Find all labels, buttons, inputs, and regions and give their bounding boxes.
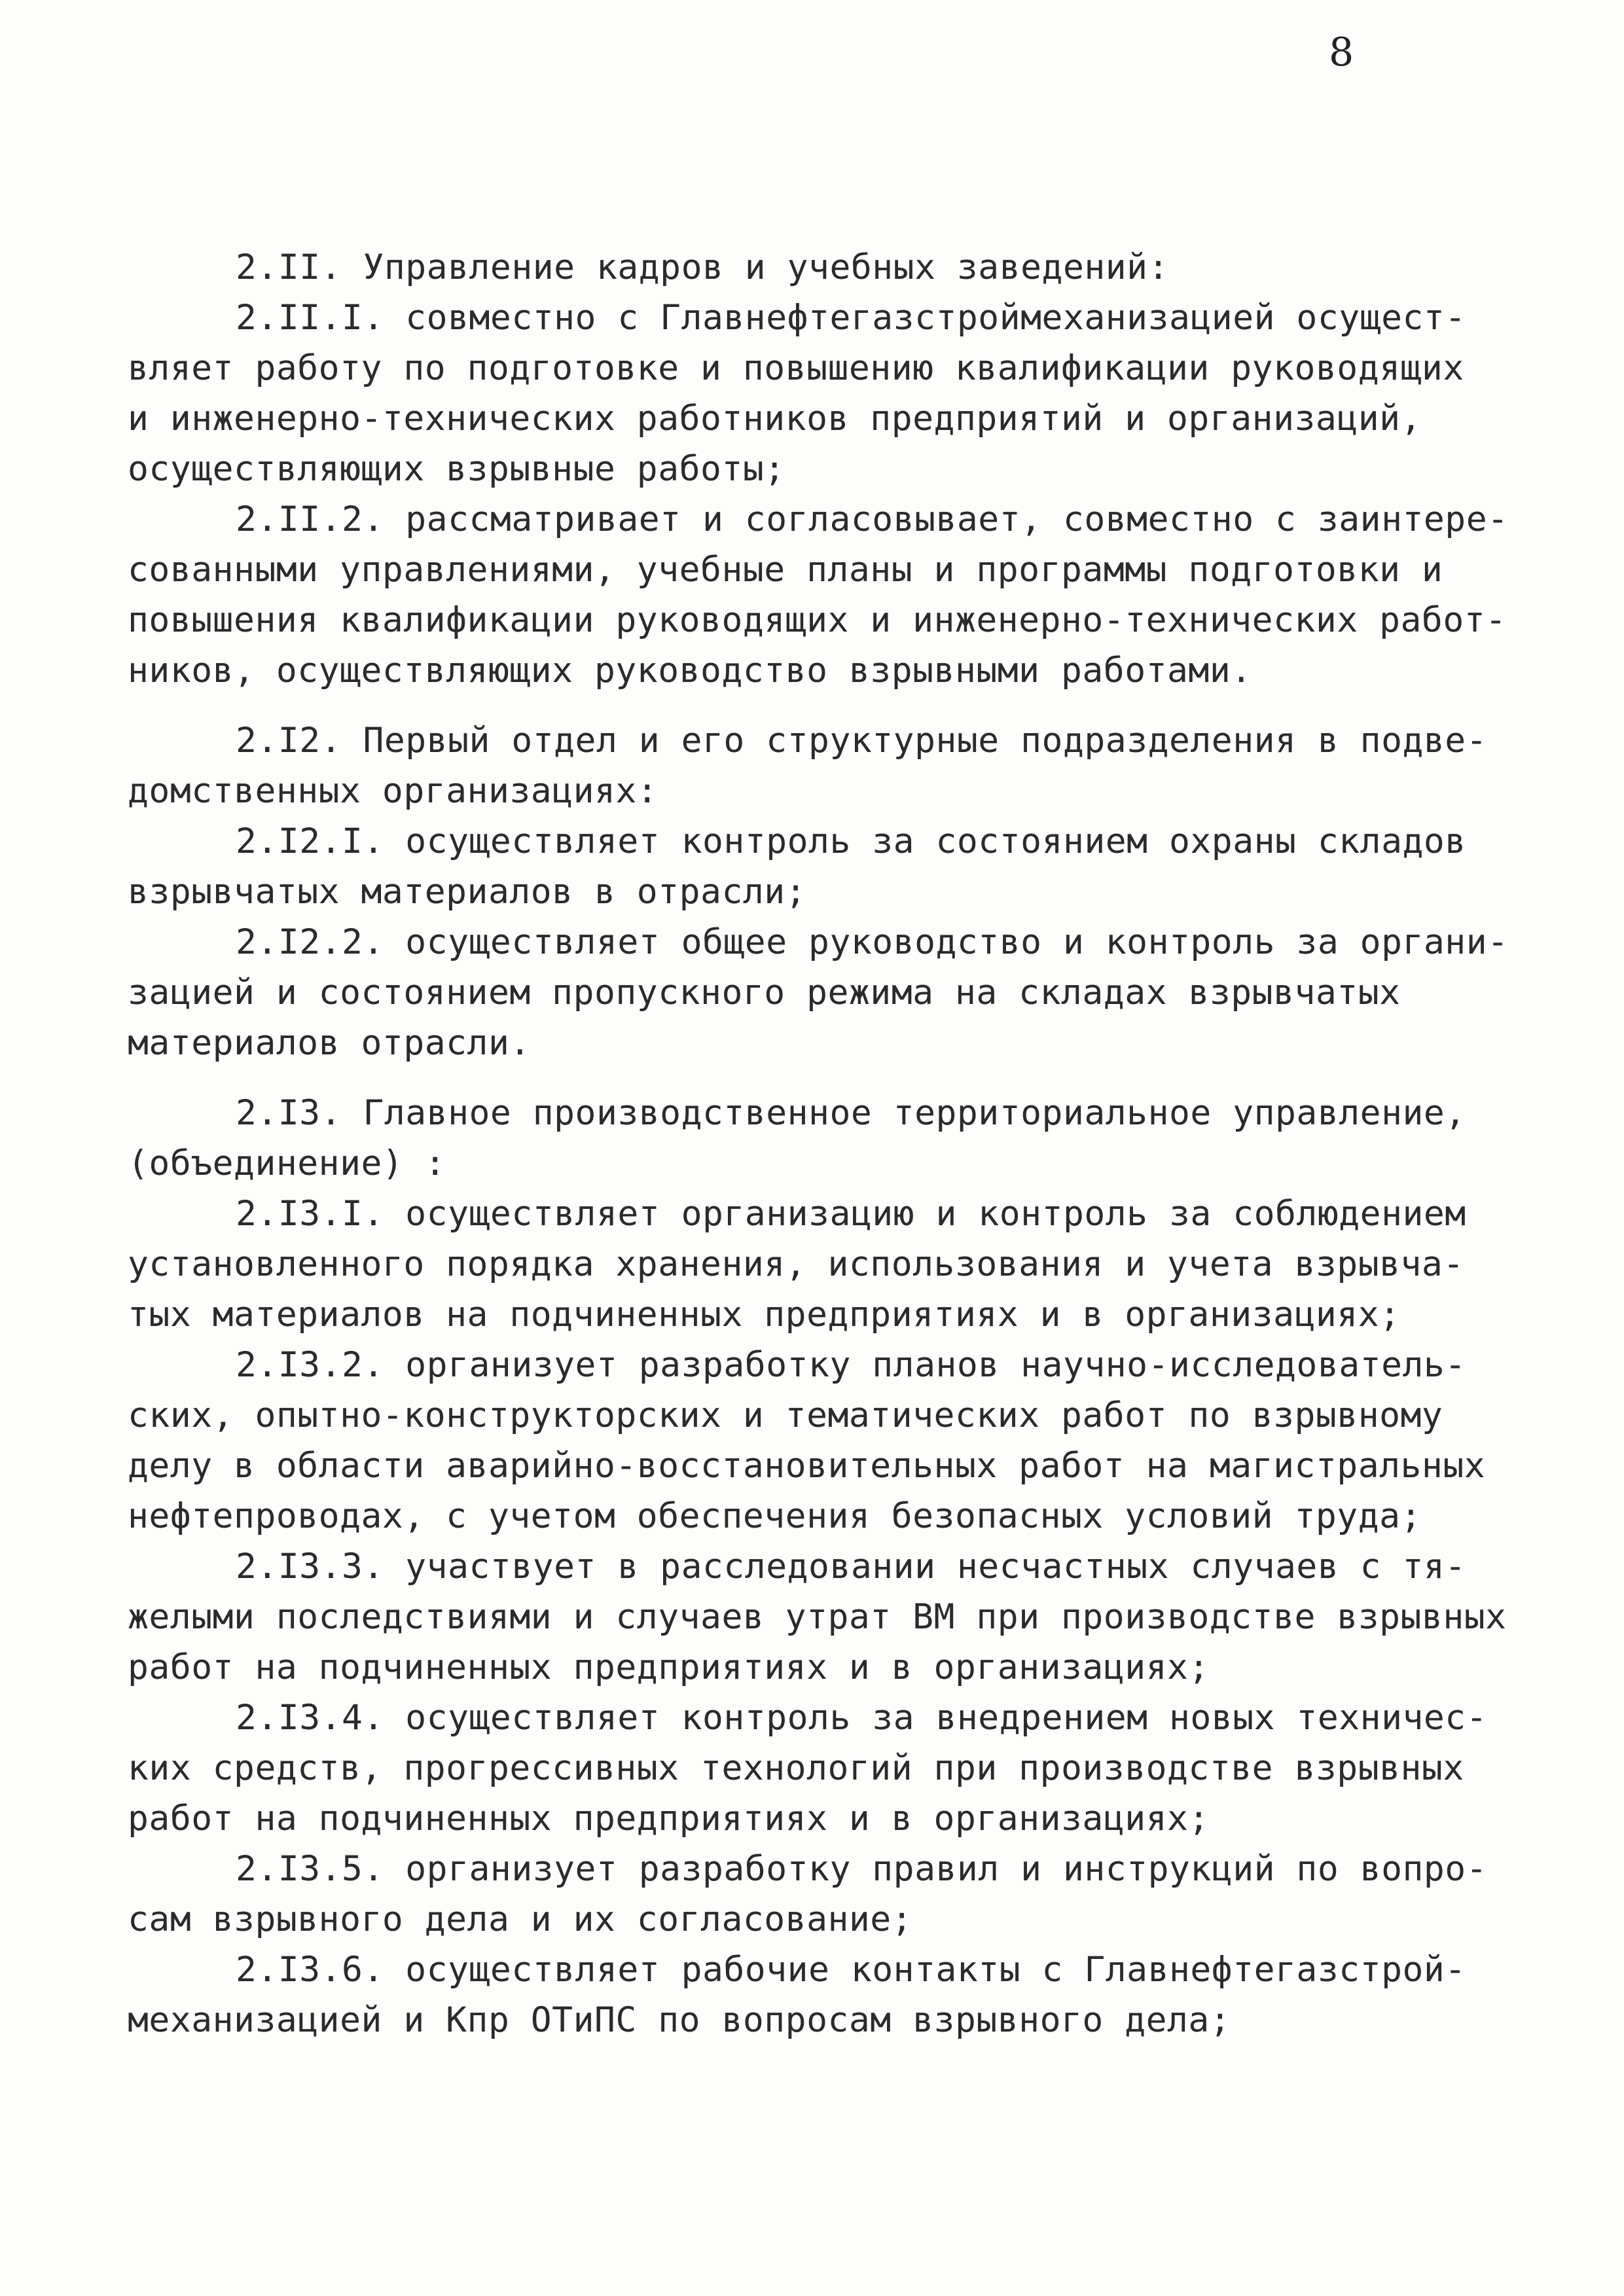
text-line: желыми последствиями и случаев утрат ВМ при производстве взрывных: [128, 1597, 1507, 1637]
text-line: сам взрывного дела и их согласование;: [128, 1899, 913, 1939]
text-line: 2.I3.2. организует разработку планов научно-исследователь-: [236, 1345, 1466, 1385]
text-line: 2.I3.4. осуществляет контроль за внедрением новых техничес-: [236, 1698, 1488, 1738]
text-line: сованными управлениями, учебные планы и программы подготовки и: [128, 550, 1443, 590]
text-line: 2.II. Управление кадров и учебных заведений:: [236, 247, 1169, 287]
text-line: 2.I2.2. осуществляет общее руководство и контроль за органи-: [236, 922, 1509, 962]
text-line: установленного порядка хранения, использования и учета взрывча-: [128, 1244, 1464, 1284]
text-line: делу в области аварийно-восстановительных работ на магистральных: [128, 1446, 1486, 1486]
text-line: работ на подчиненных предприятиях и в организациях;: [128, 1799, 1210, 1839]
text-line: нефтепроводах, с учетом обеспечения безопасных условий труда;: [128, 1496, 1422, 1536]
text-line: материалов отрасли.: [128, 1023, 531, 1063]
page-number: 8: [1329, 29, 1354, 75]
text-line: ких средств, прогрессивных технологий при производстве взрывных: [128, 1748, 1464, 1788]
paragraph-gap: [128, 696, 1535, 715]
text-line: (объединение) :: [128, 1143, 446, 1183]
text-line: и инженерно-технических работников предприятий и организаций,: [128, 399, 1422, 439]
document-body: [128, 242, 1535, 2045]
text-line: 2.I3.5. организует разработку правил и инструкций по вопро-: [236, 1849, 1488, 1889]
text-line: 2.II.2. рассматривает и согласовывает, совместно с заинтере-: [236, 499, 1509, 539]
text-line: механизацией и Кпр ОТиПС по вопросам взрывного дела;: [128, 2000, 1231, 2040]
text-line: 2.II.I. совместно с Главнефтегазстроймеханизацией осущест-: [236, 298, 1466, 338]
text-line: ников, осуществляющих руководство взрывными работами.: [128, 651, 1252, 691]
text-line: 2.I3. Главное производственное территориальное управление,: [236, 1093, 1466, 1133]
text-line: вляет работу по подготовке и повышению квалификации руководящих: [128, 348, 1464, 388]
paragraph-gap: [128, 1068, 1535, 1088]
text-line: работ на подчиненных предприятиях и в организациях;: [128, 1647, 1210, 1687]
text-line: 2.I2. Первый отдел и его структурные подразделения в подве-: [236, 721, 1488, 761]
text-line: ских, опытно-конструкторских и тематических работ по взрывному: [128, 1395, 1443, 1435]
text-line: домственных организациях:: [128, 771, 659, 811]
text-line: взрывчатых материалов в отрасли;: [128, 872, 807, 912]
text-line: 2.I3.6. осуществляет рабочие контакты с Главнефтегазстрой-: [236, 1950, 1466, 1990]
text-line: зацией и состоянием пропускного режима на складах взрывчатых: [128, 973, 1401, 1013]
text-line: осуществляющих взрывные работы;: [128, 449, 785, 489]
text-line: тых материалов на подчиненных предприятиях и в организациях;: [128, 1295, 1401, 1335]
text-line: 2.I2.I. осуществляет контроль за состоянием охраны складов: [236, 821, 1466, 861]
text-line: повышения квалификации руководящих и инженерно-технических работ-: [128, 600, 1507, 640]
text-line: 2.I3.3. участвует в расследовании несчастных случаев с тя-: [236, 1547, 1466, 1587]
text-line: 2.I3.I. осуществляет организацию и контроль за соблюдением: [236, 1194, 1466, 1234]
